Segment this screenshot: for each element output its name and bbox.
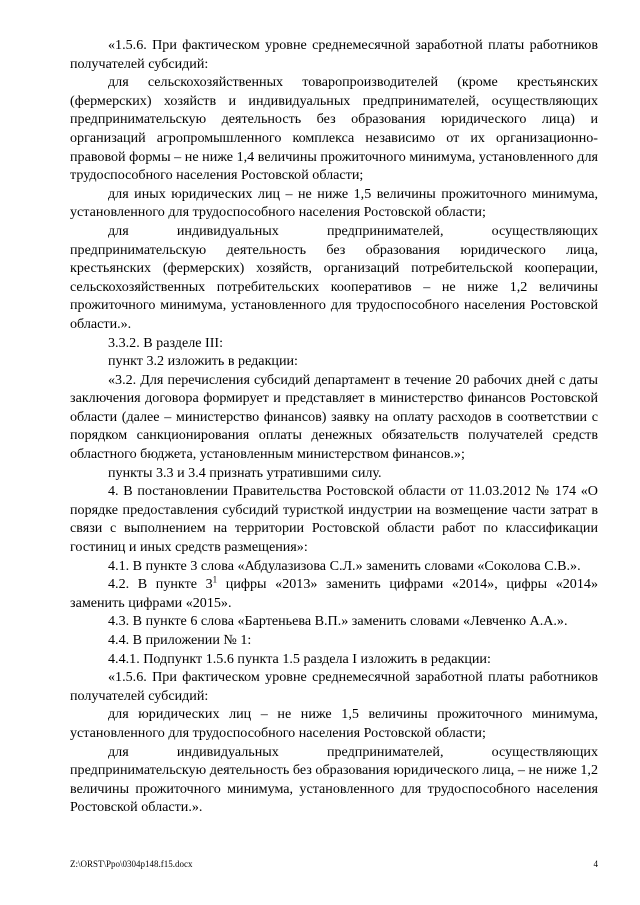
paragraph: 4.4.1. Подпункт 1.5.6 пункта 1.5 раздела I изложить в редакции: [108,650,491,667]
paragraph: для индивидуальных предпринимателей, осуществляющих предпринимательскую деятельность без образования юридического лица, – не ниже 1,2 величины прожиточного минимума, установленного для трудоспособного населения Ростовской области.». [70,743,598,816]
paragraph: 4. В постановлении Правительства Ростовской области от 11.03.2012 № 174 «О порядке предоставления субсидий туристкой индустрии на возмещение части затрат в связи с выполнением на территории Ростовской области работ по классификации гостиниц и иных средств размещения»: [70,483,598,556]
paragraph [70,575,598,612]
paragraph: «1.5.6. При фактическом уровне среднемесячной заработной платы работников получателей субсидий: [70,37,598,72]
superscript: 1 [212,574,218,585]
document-body [70,36,598,817]
paragraph: 3.3.2. В разделе III: [108,334,224,351]
page-number: 4 [593,859,598,869]
paragraph-text: цифры «2013» заменить цифрами «2014», цифры «2014» заменить цифрами «2015». [70,576,598,611]
paragraph: «3.2. Для перечисления субсидий департамент в течение 20 рабочих дней с даты заключения договора формирует и представляет в министерство финансов Ростовской области (далее – министерство финансов) заявку на оплату расходов в соответствии с порядком санкционирования оплаты денежных обязательств получателей средств областного бюджета, установленным министерством финансов.»; [70,371,598,463]
paragraph: пункты 3.3 и 3.4 признать утратившими силу. [108,464,382,481]
paragraph: 4.1. В пункте 3 слова «Абдулазизова С.Л.» заменить словами «Соколова С.В.». [108,557,581,574]
paragraph: для юридических лиц – не ниже 1,5 величины прожиточного минимума, установленного для трудоспособного населения Ростовской области; [70,706,598,741]
paragraph: для иных юридических лиц – не ниже 1,5 величины прожиточного минимума, установленного для трудоспособного населения Ростовской области; [70,185,598,221]
paragraph: 4.4. В приложении № 1: [108,632,252,648]
paragraph: «1.5.6. При фактическом уровне среднемесячной заработной платы работников получателей субсидий: [70,669,598,704]
paragraph: 4.3. В пункте 6 слова «Бартеньева В.П.» заменить словами «Левченко А.А.». [108,613,568,630]
paragraph: пункт 3.2 изложить в редакции: [108,353,298,370]
paragraph-text: 4.2. В пункте 3 [108,576,213,593]
paragraph: для сельскохозяйственных товаропроизводителей (кроме крестьянских (фермерских) хозяйств и индивидуальных предпринимателей, осуществляющих предпринимательскую деятельность без образования юридического лица) и организаций агропромышленного комплекса независимо от их организационно-правовой формы – не ниже 1,4 величины прожиточного минимума, установленного для трудоспособного населения Ростовской области; [70,74,598,184]
paragraph: для индивидуальных предпринимателей, осуществляющих предпринимательскую деятельность без образования юридического лица, крестьянских (фермерских) хозяйств, организаций потребительской кооперации, сельскохозяйственных потребительских кооперативов – не ниже 1,2 величины прожиточного минимума, установленного для трудоспособного населения Ростовской области.». [70,222,598,332]
file-path: Z:\ORST\Ppo\0304p148.f15.docx [70,859,193,869]
